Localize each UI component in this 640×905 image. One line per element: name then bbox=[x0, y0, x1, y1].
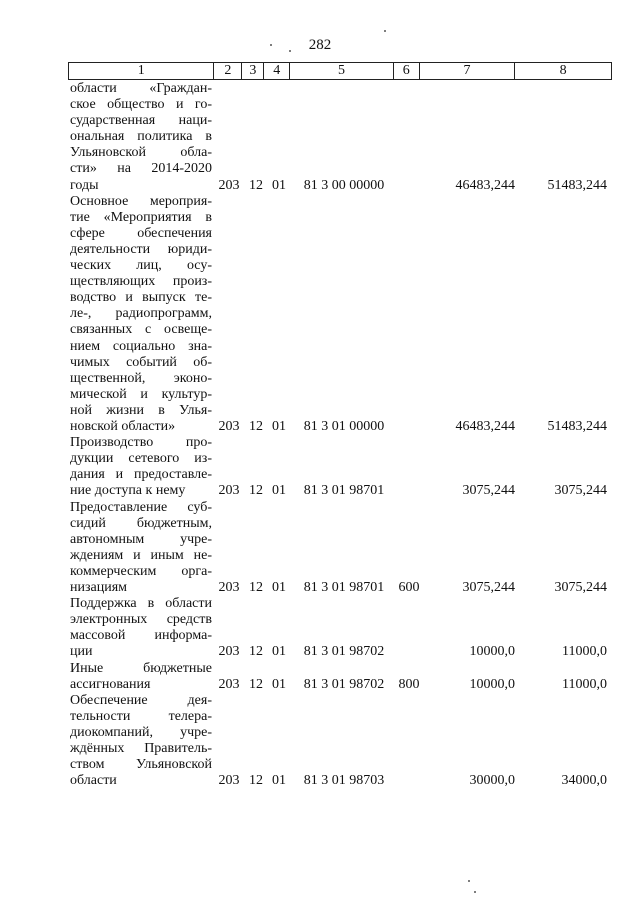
table-row bbox=[0, 661, 640, 693]
cell-c8: 51483,244 bbox=[547, 177, 607, 193]
description-line: водство и выпуск те- bbox=[70, 290, 212, 306]
description-line: ной жизни в Улья- bbox=[70, 402, 212, 418]
description-line: связанных с освеще- bbox=[70, 322, 212, 338]
table-row bbox=[0, 194, 640, 436]
cell-c3: 12 bbox=[249, 644, 263, 660]
row-description bbox=[70, 194, 212, 435]
description-line: ассигнования bbox=[70, 676, 151, 692]
cell-c5: 81 3 01 98703 bbox=[303, 773, 385, 789]
row-description bbox=[70, 500, 212, 597]
description-line: сударственная наци- bbox=[70, 113, 212, 129]
row-description bbox=[70, 81, 212, 194]
description-line: щественной, эконо- bbox=[70, 370, 212, 386]
description-line: ское общество и го- bbox=[70, 97, 212, 113]
description-line: коммерческим орга- bbox=[70, 563, 212, 579]
description-line: чимых событий об- bbox=[70, 354, 212, 370]
cell-c8: 3075,244 bbox=[554, 580, 607, 596]
table-body bbox=[0, 81, 640, 789]
header-col-7: 7 bbox=[420, 63, 516, 79]
description-line: ческих лиц, осу- bbox=[70, 258, 212, 274]
description-line: дания и предоставле- bbox=[70, 467, 212, 483]
description-line: деятельности юриди- bbox=[70, 241, 212, 257]
page-number: 282 bbox=[308, 37, 332, 53]
description-line: ние доступа к нему bbox=[70, 483, 186, 499]
table-row bbox=[0, 500, 640, 597]
cell-c4: 01 bbox=[272, 676, 286, 692]
cell-c2: 203 bbox=[218, 483, 240, 499]
cell-c6: 800 bbox=[398, 676, 420, 692]
description-line: ждениям и иным не- bbox=[70, 547, 212, 563]
description-line: сидий бюджетным, bbox=[70, 515, 212, 531]
cell-c4: 01 bbox=[272, 773, 286, 789]
table-row bbox=[0, 693, 640, 790]
description-line: ществляющих произ- bbox=[70, 274, 212, 290]
cell-c7: 10000,0 bbox=[469, 676, 515, 692]
cell-c6: 600 bbox=[398, 580, 420, 596]
table-header bbox=[68, 62, 612, 80]
cell-c2: 203 bbox=[218, 676, 240, 692]
cell-c8: 3075,244 bbox=[554, 483, 607, 499]
cell-c4: 01 bbox=[272, 644, 286, 660]
row-description bbox=[70, 435, 212, 499]
cell-c5: 81 3 01 98702 bbox=[303, 676, 385, 692]
cell-c8: 51483,244 bbox=[547, 419, 607, 435]
description-line: области bbox=[70, 773, 117, 789]
cell-c3: 12 bbox=[249, 483, 263, 499]
header-col-8: 8 bbox=[559, 63, 567, 78]
cell-c2: 203 bbox=[218, 177, 240, 193]
description-line: сти» на 2014-2020 bbox=[70, 161, 212, 177]
header-col-4: 4 bbox=[264, 63, 290, 79]
scan-speck bbox=[289, 50, 291, 52]
scan-speck bbox=[270, 44, 272, 46]
description-line: ле-, радиопрограмм, bbox=[70, 306, 212, 322]
cell-c5: 81 3 00 00000 bbox=[303, 177, 385, 193]
scan-speck bbox=[474, 891, 476, 893]
description-line: мической и культур- bbox=[70, 386, 212, 402]
description-line: Предоставление суб- bbox=[70, 499, 212, 515]
cell-c4: 01 bbox=[272, 580, 286, 596]
cell-c3: 12 bbox=[249, 676, 263, 692]
description-line: Иные бюджетные bbox=[70, 660, 212, 676]
description-line: Обеспечение дея- bbox=[70, 692, 212, 708]
row-description bbox=[70, 693, 212, 790]
header-col-5: 5 bbox=[290, 63, 394, 79]
cell-c3: 12 bbox=[249, 773, 263, 789]
row-description bbox=[70, 661, 212, 693]
header-col-1: 1 bbox=[69, 63, 214, 79]
description-line: новской области» bbox=[70, 419, 176, 434]
description-line: годы bbox=[70, 177, 99, 193]
description-line: ональная политика в bbox=[70, 129, 212, 145]
cell-c8: 11000,0 bbox=[562, 676, 607, 692]
scan-speck bbox=[468, 880, 470, 882]
cell-c2: 203 bbox=[218, 580, 240, 596]
description-line: дукции сетевого из- bbox=[70, 451, 212, 467]
cell-c5: 81 3 01 98702 bbox=[303, 644, 385, 660]
description-line: области «Граждан- bbox=[70, 81, 212, 96]
description-line: автономным учре- bbox=[70, 531, 212, 547]
cell-c4: 01 bbox=[272, 419, 286, 435]
cell-c4: 01 bbox=[272, 177, 286, 193]
description-line: ции bbox=[70, 644, 93, 660]
cell-c7: 30000,0 bbox=[469, 773, 515, 789]
cell-c8: 11000,0 bbox=[562, 644, 607, 660]
cell-c7: 10000,0 bbox=[469, 644, 515, 660]
cell-c5: 81 3 01 98701 bbox=[303, 580, 385, 596]
cell-c2: 203 bbox=[218, 419, 240, 435]
header-col-3: 3 bbox=[242, 63, 264, 79]
description-line: массовой информа- bbox=[70, 628, 212, 644]
table-row bbox=[0, 81, 640, 194]
cell-c7: 3075,244 bbox=[462, 483, 515, 499]
description-line: диокомпаний, учре- bbox=[70, 724, 212, 740]
table-row bbox=[0, 596, 640, 660]
header-col-6: 6 bbox=[394, 63, 420, 79]
row-description bbox=[70, 596, 212, 660]
description-line: нием социально зна- bbox=[70, 338, 212, 354]
table-row bbox=[0, 435, 640, 499]
cell-c5: 81 3 01 00000 bbox=[303, 419, 385, 435]
header-col-2: 2 bbox=[214, 63, 242, 79]
cell-c5: 81 3 01 98701 bbox=[303, 483, 385, 499]
description-line: Поддержка в области bbox=[70, 596, 212, 612]
description-line: ждённых Правитель- bbox=[70, 741, 212, 757]
description-line: электронных средств bbox=[70, 612, 212, 628]
scan-speck bbox=[384, 30, 386, 32]
cell-c2: 203 bbox=[218, 773, 240, 789]
description-line: низациям bbox=[70, 580, 128, 596]
cell-c7: 3075,244 bbox=[462, 580, 515, 596]
description-line: сфере обеспечения bbox=[70, 225, 212, 241]
cell-c2: 203 bbox=[218, 644, 240, 660]
description-line: тельности телера- bbox=[70, 708, 212, 724]
description-line: Производство про- bbox=[70, 435, 212, 451]
cell-c7: 46483,244 bbox=[455, 419, 515, 435]
description-line: Ульяновской обла- bbox=[70, 145, 212, 161]
cell-c3: 12 bbox=[249, 580, 263, 596]
description-line: ством Ульяновской bbox=[70, 757, 212, 773]
cell-c4: 01 bbox=[272, 483, 286, 499]
cell-c3: 12 bbox=[249, 419, 263, 435]
description-line: тие «Мероприятия в bbox=[70, 209, 212, 225]
cell-c7: 46483,244 bbox=[455, 177, 515, 193]
cell-c3: 12 bbox=[249, 177, 263, 193]
cell-c8: 34000,0 bbox=[561, 773, 607, 789]
description-line: Основное мероприя- bbox=[70, 193, 212, 209]
